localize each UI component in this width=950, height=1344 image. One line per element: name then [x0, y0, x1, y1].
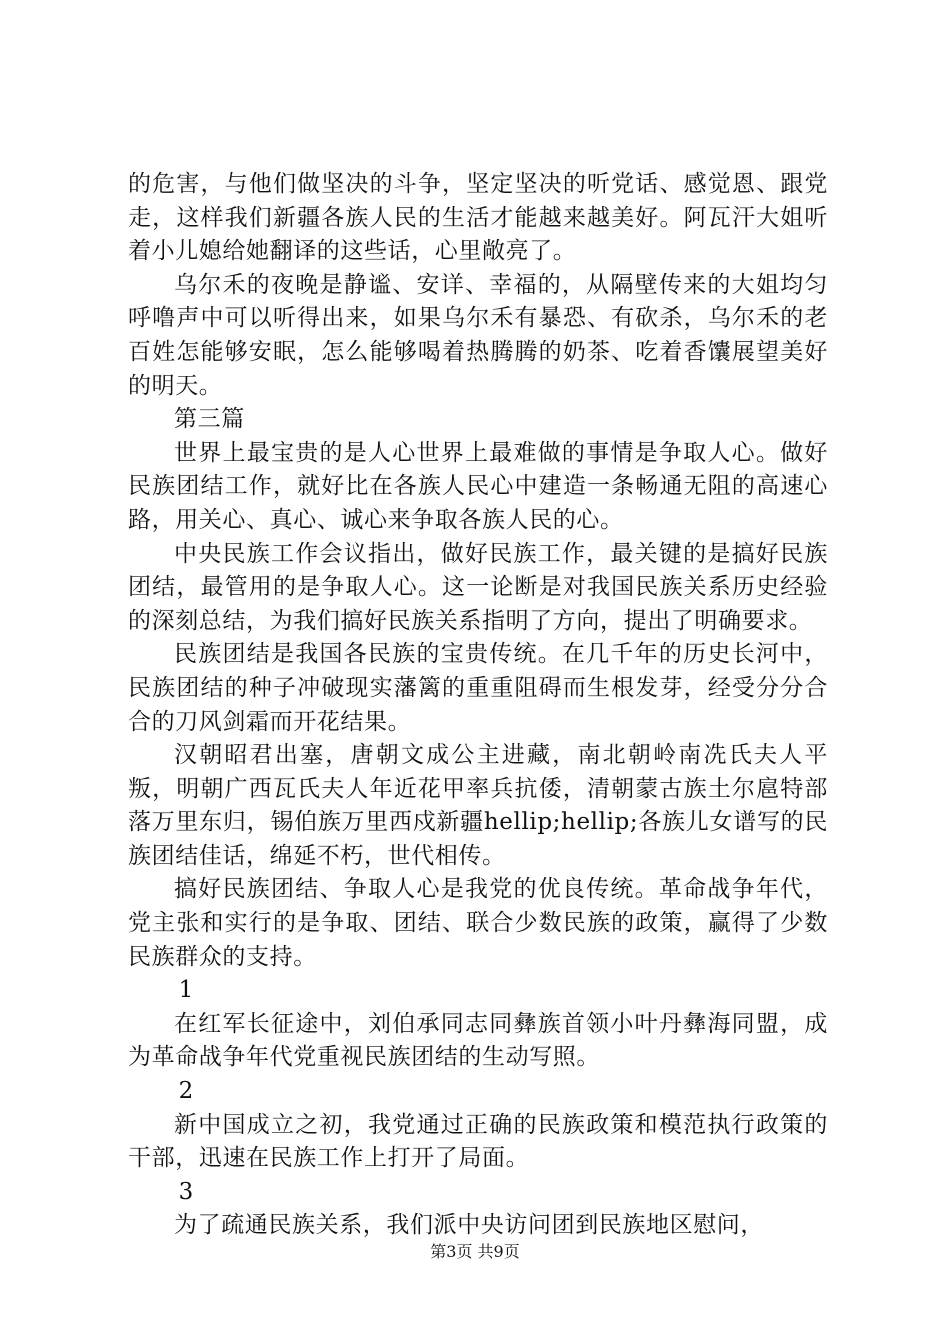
paragraph-3: 世界上最宝贵的是人心世界上最难做的事情是争取人心。做好民族团结工作，就好比在各族人民心中建造一条畅通无阻的高速心路，用关心、真心、诚心来争取各族人民的心。	[128, 439, 828, 533]
paragraph-5: 民族团结是我国各民族的宝贵传统。在几千年的历史长河中，民族团结的种子冲破现实藩篱的重重阻碍而生根发芽，经受分分合合的刀风剑霜而开花结果。	[128, 641, 828, 735]
list-number-1: 1	[178, 977, 194, 1004]
paragraph-1: 的危害，与他们做坚决的斗争，坚定坚决的听党话、感觉恩、跟党走，这样我们新疆各族人民的生活才能越来越美好。阿瓦汗大姐听着小儿媳给她翻译的这些话，心里敞亮了。	[128, 171, 828, 265]
paragraph-6: 汉朝昭君出塞，唐朝文成公主进藏，南北朝岭南冼氏夫人平叛，明朝广西瓦氏夫人年近花甲率兵抗倭，清朝蒙古族土尔扈特部落万里东归，锡伯族万里西戍新疆hellip;hellip;各族儿女谱写的民族团结佳话，绵延不朽，世代相传。	[128, 742, 828, 869]
document-body	[128, 168, 828, 1243]
paragraph-2: 乌尔禾的夜晚是静谧、安详、幸福的，从隔壁传来的大姐均匀呼噜声中可以听得出来，如果乌尔禾有暴恐、有砍杀，乌尔禾的老百姓怎能够安眠，怎么能够喝着热腾腾的奶茶、吃着香馕展望美好的明天。	[128, 271, 828, 399]
list-number-3: 3	[178, 1178, 194, 1205]
list-number-2: 2	[178, 1078, 194, 1105]
page-footer	[0, 1242, 950, 1262]
paragraph-9: 新中国成立之初，我党通过正确的民族政策和模范执行政策的干部，迅速在民族工作上打开了局面。	[128, 1111, 828, 1172]
paragraph-4: 中央民族工作会议指出，做好民族工作，最关键的是搞好民族团结，最管用的是争取人心。这一论断是对我国民族关系历史经验的深刻总结，为我们搞好民族关系指明了方向，提出了明确要求。	[128, 540, 828, 634]
page-number-label: 第3页 共9页	[430, 1242, 520, 1261]
paragraph-7: 搞好民族团结、争取人心是我党的优良传统。革命战争年代，党主张和实行的是争取、团结、联合少数民族的政策，赢得了少数民族群众的支持。	[128, 876, 828, 970]
paragraph-10: 为了疏通民族关系，我们派中央访问团到民族地区慰问，	[174, 1212, 764, 1239]
paragraph-8: 在红军长征途中，刘伯承同志同彝族首领小叶丹彝海同盟，成为革命战争年代党重视民族团结的生动写照。	[128, 1010, 828, 1071]
section-heading: 第三篇	[174, 406, 245, 433]
